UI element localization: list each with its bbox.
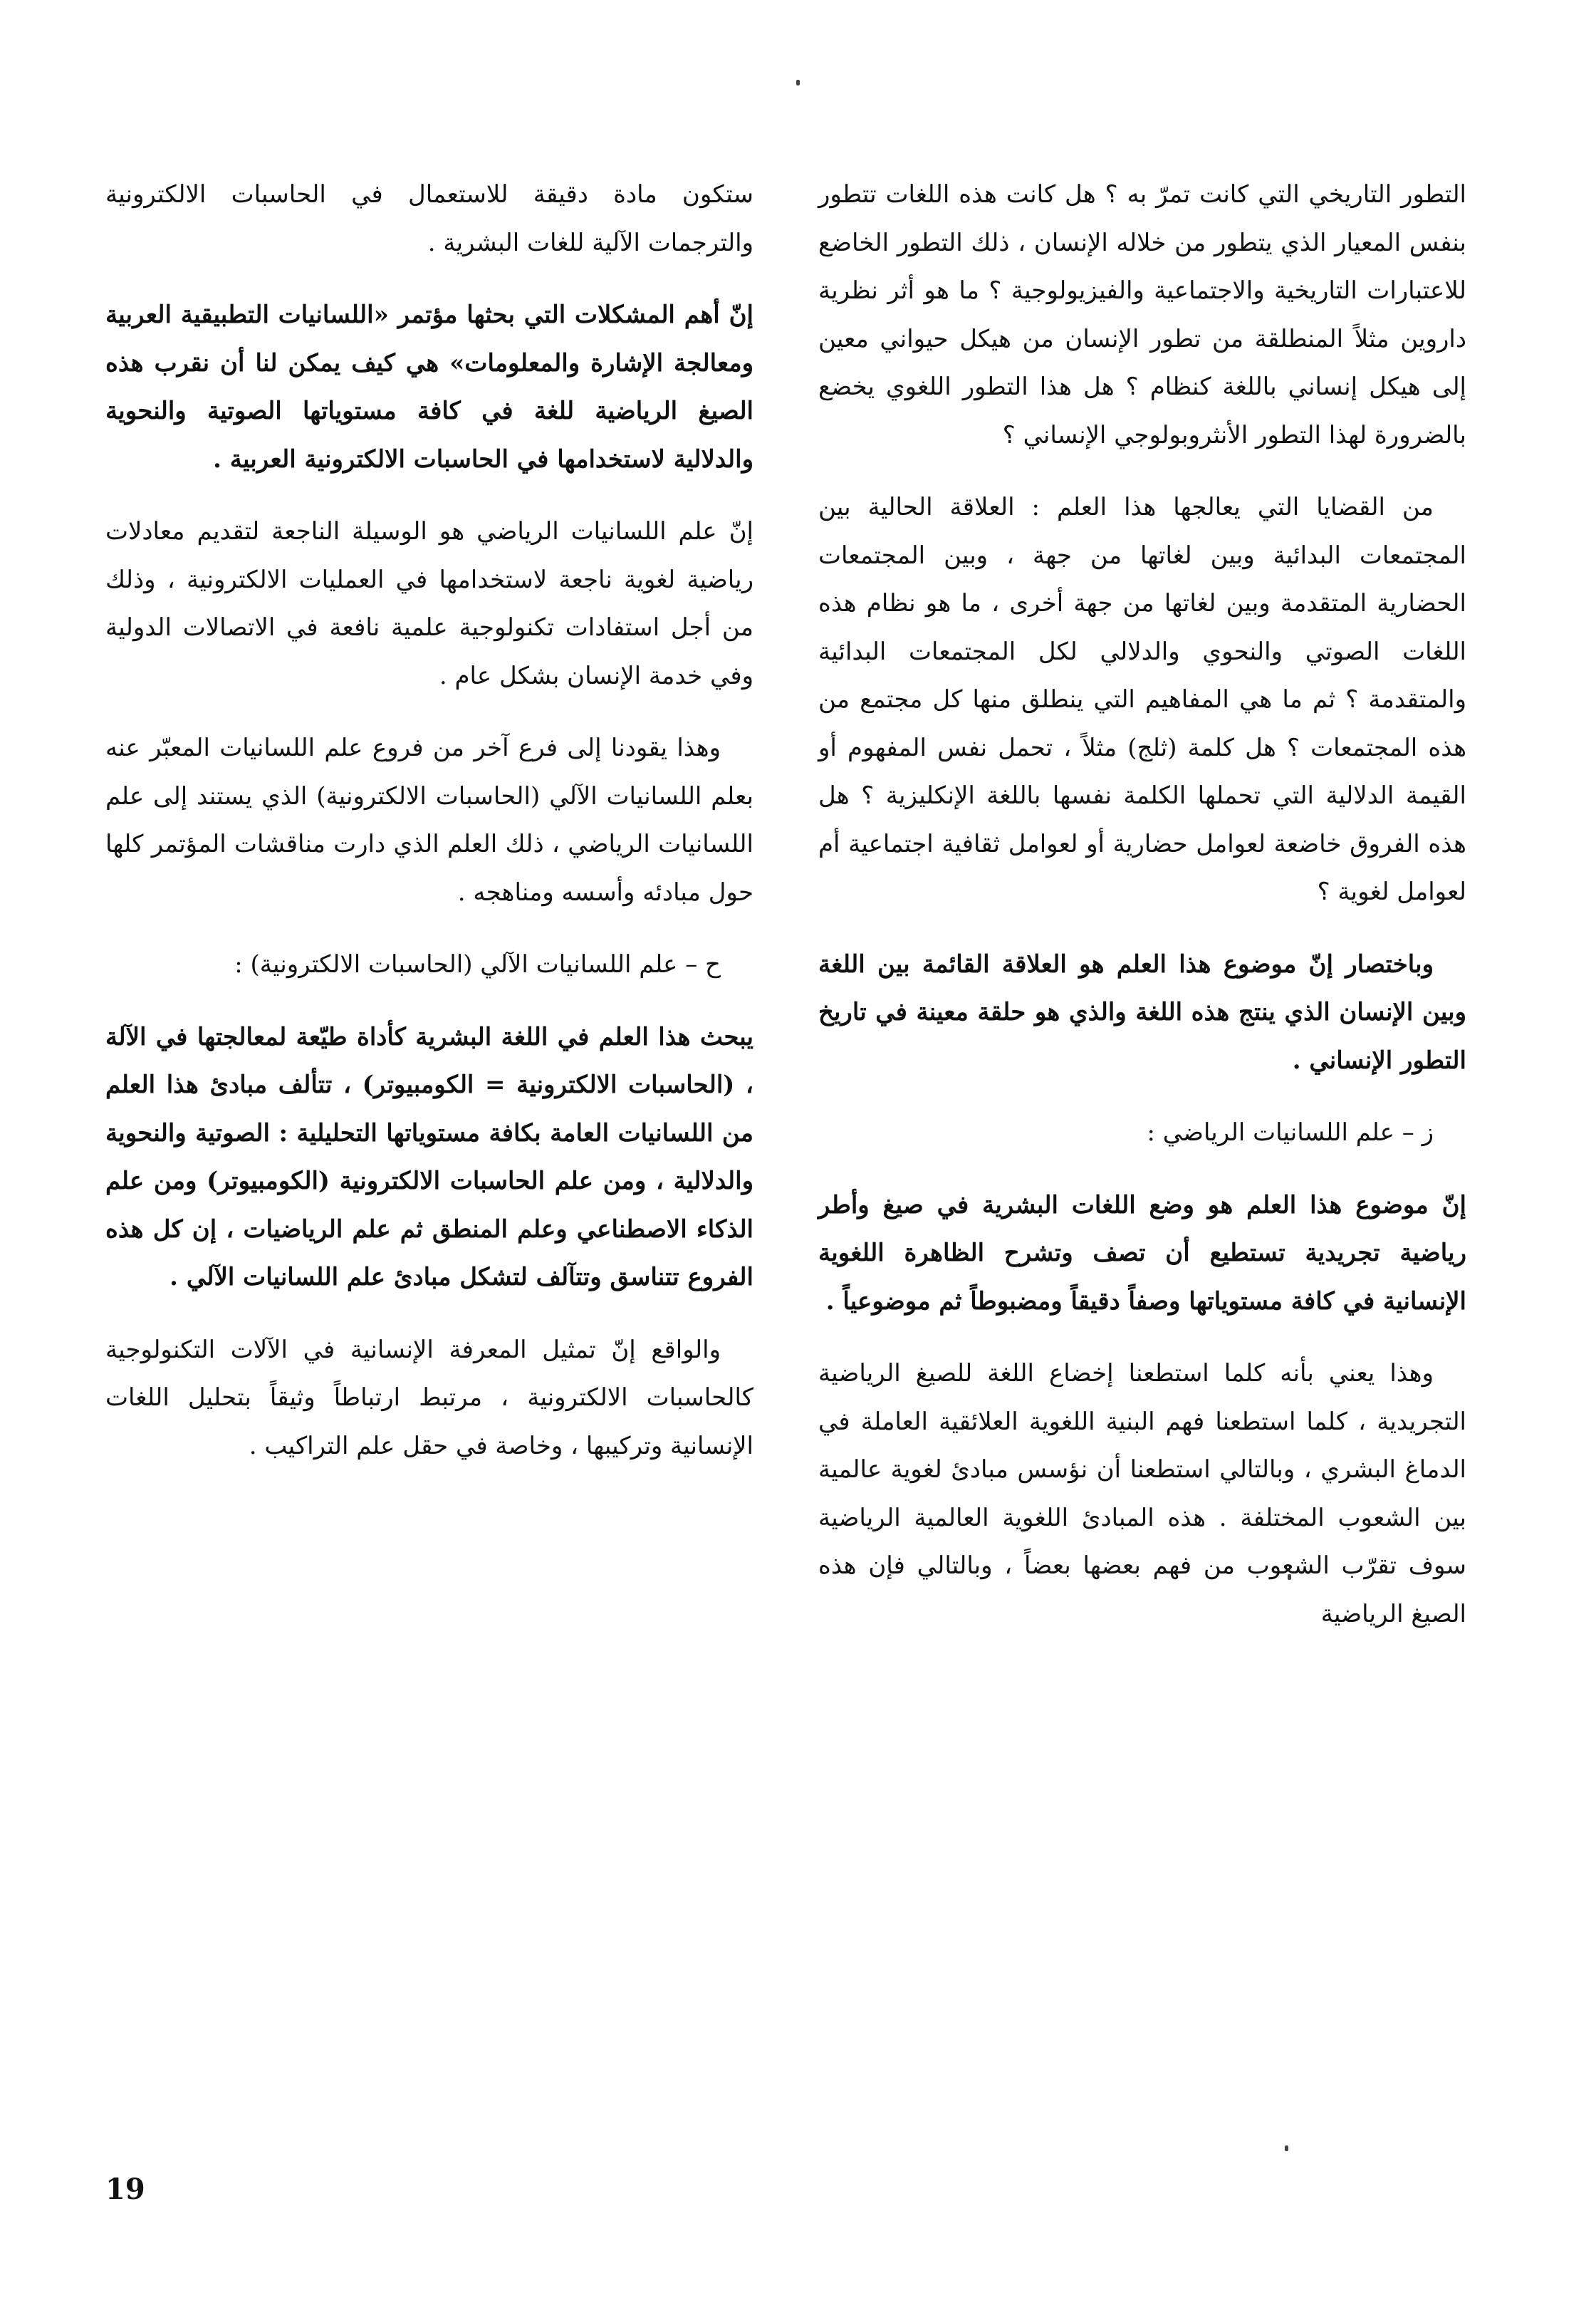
paragraph: وباختصار إنّ موضوع هذا العلم هو العلاقة القائمة بين اللغة وبين الإنسان الذي ينتج هذه اللغة والذي هو حلقة معينة في تاريخ التطور الإنساني . bbox=[818, 950, 1466, 1075]
left-column bbox=[105, 171, 753, 1494]
section-heading: ز – علم اللسانيات الرياضي : bbox=[1147, 1118, 1434, 1147]
paragraph: والواقع إنّ تمثيل المعرفة الإنسانية في الآلات التكنولوجية كالحاسبات الالكترونية ، مرتبط ارتباطاً وثيقاً بتحليل اللغات الإنسانية وتركيبها ، وخاصة في حقل علم التراكيب . bbox=[105, 1335, 753, 1460]
section-heading: ح – علم اللسانيات الآلي (الحاسبات الالكترونية) : bbox=[234, 950, 721, 979]
paragraph: إنّ أهم المشكلات التي بحثها مؤتمر «اللسانيات التطبيقية العربية ومعالجة الإشارة والمعلومات» هي كيف يمكن لنا أن نقرب هذه الصيغ الرياضية للغة في كافة مستوياتها الصوتية والنحوية والدلالية لاستخدامها في الحاسبات الالكترونية العربية . bbox=[105, 301, 753, 474]
paragraph: إنّ موضوع هذا العلم هو وضع اللغات البشرية في صيغ وأطر رياضية تجريدية تستطيع أن تصف وتشرح الظاهرة اللغوية الإنسانية في كافة مستوياتها وصفاً دقيقاً ومضبوطاً ثم موضوعياً . bbox=[818, 1190, 1466, 1316]
paragraph: وهذا يعني بأنه كلما استطعنا إخضاع اللغة للصيغ الرياضية التجريدية ، كلما استطعنا فهم البنية اللغوية العلائقية العاملة في الدماغ البشري ، وبالتالي استطعنا أن نؤسس مبادئ لغوية عالمية بين الشعوب المختلفة . هذه المبادئ اللغوية العالمية الرياضية سوف تقرّب الشعوب من فهم بعضها بعضاً ، وبالتالي فإن هذه الصيغ الرياضية bbox=[818, 1359, 1466, 1628]
paragraph: وهذا يقودنا إلى فرع آخر من فروع علم اللسانيات المعبّر عنه بعلم اللسانيات الآلي (الحاسبات الالكترونية) الذي يستند إلى علم اللسانيات الرياضي ، ذلك العلم الذي دارت مناقشات المؤتمر كلها حول مبادئه وأسسه ومناهجه . bbox=[105, 734, 753, 907]
paragraph: ستكون مادة دقيقة للاستعمال في الحاسبات الالكترونية والترجمات الآلية للغات البشرية . bbox=[105, 180, 753, 257]
paragraph: من القضايا التي يعالجها هذا العلم : العلاقة الحالية بين المجتمعات البدائية وبين لغاتها من جهة ، وبين المجتمعات الحضارية المتقدمة وبين لغاتها من جهة أخرى ، ما هو نظام هذه اللغات الصوتي والنحوي والدلالي لكل المجتمعات البدائية والمتقدمة ؟ ثم ما هي المفاهيم التي ينطلق منها كل مجتمع من هذه المجتمعات ؟ هل كلمة (ثلج) مثلاً ، تحمل نفس المفهوم أو القيمة الدلالية التي تحملها الكلمة نفسها باللغة الإنكليزية ؟ هل هذه الفروق خاضعة لعوامل حضارية أو لعوامل ثقافية اجتماعية أم لعوامل لغوية ؟ bbox=[818, 493, 1466, 906]
page-number: 19 bbox=[105, 2173, 145, 2206]
scan-speck bbox=[1285, 2145, 1288, 2151]
paragraph: يبحث هذا العلم في اللغة البشرية كأداة طيّعة لمعالجتها في الآلة ، (الحاسبات الالكترونية = الكومبيوتر) ، تتألف مبادئ هذا العلم من اللسانيات العامة بكافة مستوياتها التحليلية : الصوتية والنحوية والدلالية ، ومن علم الحاسبات الالكترونية (الكومبيوتر) ومن علم الذكاء الاصطناعي وعلم المنطق ثم علم الرياضيات ، إن كل هذه الفروع تتناسق وتتآلف لتشكل مبادئ علم اللسانيات الآلي . bbox=[105, 1022, 753, 1291]
paragraph: إنّ علم اللسانيات الرياضي هو الوسيلة الناجعة لتقديم معادلات رياضية لغوية ناجعة لاستخدامها في العمليات الالكترونية ، وذلك من أجل استفادات تكنولوجية علمية نافعة في الاتصالات الدولية وفي خدمة الإنسان بشكل عام . bbox=[105, 517, 753, 690]
paragraph: التطور التاريخي التي كانت تمرّ به ؟ هل كانت هذه اللغات تتطور بنفس المعيار الذي يتطور من خلاله الإنسان ، ذلك التطور الخاضع للاعتبارات التاريخية والاجتماعية والفيزيولوجية ؟ ما هو أثر نظرية داروين مثلاً المنطلقة من تطور الإنسان من هيكل حيواني معين إلى هيكل إنساني باللغة كنظام ؟ هل هذا التطور اللغوي يخضع بالضرورة لهذا التطور الأنثروبولوجي الإنساني ؟ bbox=[818, 180, 1467, 449]
scan-speck bbox=[796, 80, 800, 85]
right-column bbox=[818, 171, 1466, 1663]
